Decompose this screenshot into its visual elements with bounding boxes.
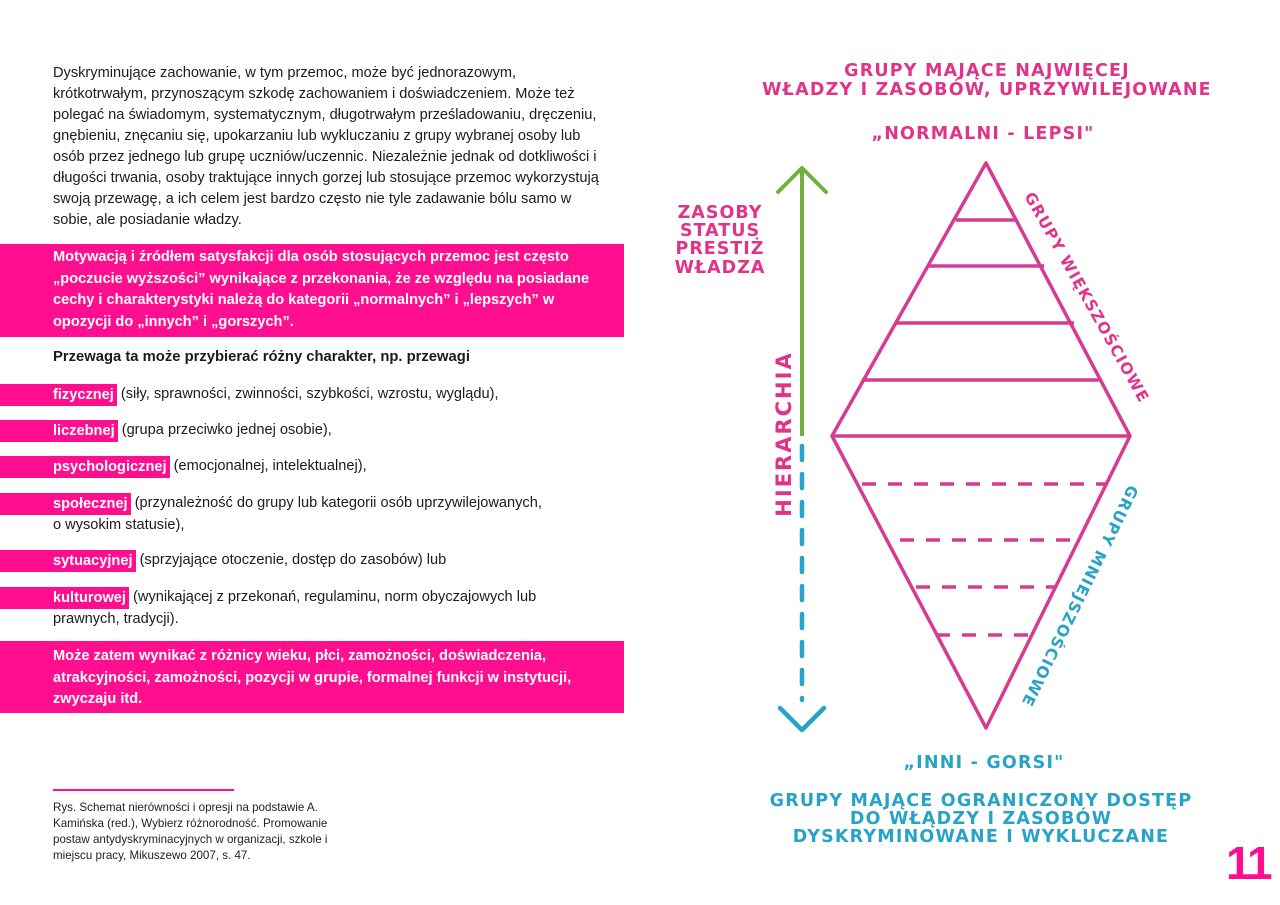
advantage-tag: kulturowej (0, 587, 129, 609)
advantage-desc: (wynikającej z przekonań, regulaminu, norm obyczajowych lub (133, 589, 537, 605)
advantage-desc: (przynależność do grupy lub kategorii osób uprzywilejowanych, (134, 495, 542, 511)
advantage-tag: liczebnej (0, 420, 118, 442)
resource-label: ZASOBY (677, 203, 763, 223)
advantage-tag: fizycznej (0, 384, 117, 406)
advantage-item-cultural (0, 587, 620, 630)
resource-label: STATUS (679, 221, 761, 241)
hierarchy-label: HIERARCHIA (772, 351, 796, 517)
bottom-heading-line1: GRUPY MAJĄCE OGRANICZONY DOSTĘP (769, 791, 1193, 811)
advantage-item-numerical (0, 420, 620, 442)
bottom-heading-line2: DO WŁĄDZY I ZASOBÓW (849, 809, 1113, 829)
footnote: Rys. Schemat nierówności i opresji na podstawie A. Kamińska (red.), Wybierz różnorodność. Promowanie postaw antydyskryminacyjnych w organizacji, szkole i miejscu pracy, Mikuszewo 2007, s. 47. (53, 801, 328, 862)
bottom-heading-line3: DYSKRYMINOWANE I WYKLUCZANE (792, 827, 1170, 847)
resource-label: WŁADZA (674, 258, 766, 278)
advantage-desc: (siły, sprawności, zwinności, szybkości, wzrostu, wyglądu), (120, 386, 499, 402)
top-heading-line2: WŁADZY I ZASOBÓW, UPRZYWILEJOWANE (762, 80, 1212, 100)
highlight-block-differences: Może zatem wynikać z różnicy wieku, płci, zamożności, doświadczenia, atrakcyjności, zamożności, pozycji w grupie, formalnej funkcji w instytucji, zwyczaju itd. (0, 641, 624, 713)
advantage-item-situational (0, 550, 620, 572)
advantage-tag: społecznej (0, 493, 131, 515)
advantage-tag: psychologicznej (0, 456, 170, 478)
advantage-item-social (0, 493, 620, 536)
resource-label: PRESTIŻ (675, 239, 765, 259)
page-number: 11 (1226, 837, 1271, 889)
advantage-item-psychological (0, 456, 620, 478)
advantage-desc-continued: o wysokim statusie), (53, 517, 185, 533)
hierarchy-diagram (640, 0, 1280, 905)
advantage-lead: Przewaga ta może przybierać różny charakter, np. przewagi (53, 349, 470, 365)
minority-groups-label (1017, 482, 1141, 710)
advantage-desc: (emocjonalnej, intelektualnej), (173, 458, 367, 474)
minority-groups-text: GRUPY MNIEJSZOŚCIOWE (1017, 482, 1142, 710)
advantage-tag: sytuacyjnej (0, 550, 136, 572)
bottom-quote: „INNI - GORSI" (903, 753, 1065, 773)
majority-groups-label (1021, 189, 1153, 406)
footnote-divider (53, 789, 234, 791)
intro-paragraph: Dyskryminujące zachowanie, w tym przemoc, może być jednorazowym, krótkotrwałym, przynoszącym szkodę zachowaniem i doświadczeniem. Może też polegać na świadomym, systematycznym, długotrwałym prześladowaniu, dręczeniu, gnębieniu, znęcaniu się, upokarzaniu lub wykluczaniu z grupy wybranej osoby lub osób przez jednego lub grupę uczniów/uczennic. Niezależnie jednak od dotkliwości i długości trwania, osoby traktujące innych gorzej lub stosujące przemoc wykorzystują swoją przewagę, a ich celem jest bardzo często nie tyle zadawanie bólu samo w sobie, ale posiadanie władzy. (53, 65, 599, 228)
advantage-desc: (sprzyjające otoczenie, dostęp do zasobów) lub (139, 552, 447, 568)
advantage-item-physical (0, 384, 620, 406)
highlight-block-motivation: Motywacją i źródłem satysfakcji dla osób stosujących przemoc jest często „poczucie wyższości” wynikające z przekonania, że ze względu na posiadane cechy i charakterystyki należą do kategorii „normalnych” i „lepszych” w opozycji do „innych” i „gorszych”. (0, 244, 624, 337)
top-heading-line1: GRUPY MAJĄCE NAJWIĘCEJ (844, 61, 1130, 81)
majority-groups-text: GRUPY WIĘKSZOŚCIOWE (1020, 189, 1153, 407)
advantage-desc-continued: prawnych, tradycji). (53, 611, 179, 627)
top-quote: „NORMALNI - LEPSI" (871, 124, 1095, 144)
diamond-shape (832, 163, 1130, 728)
advantage-desc: (grupa przeciwko jednej osobie), (121, 422, 332, 438)
